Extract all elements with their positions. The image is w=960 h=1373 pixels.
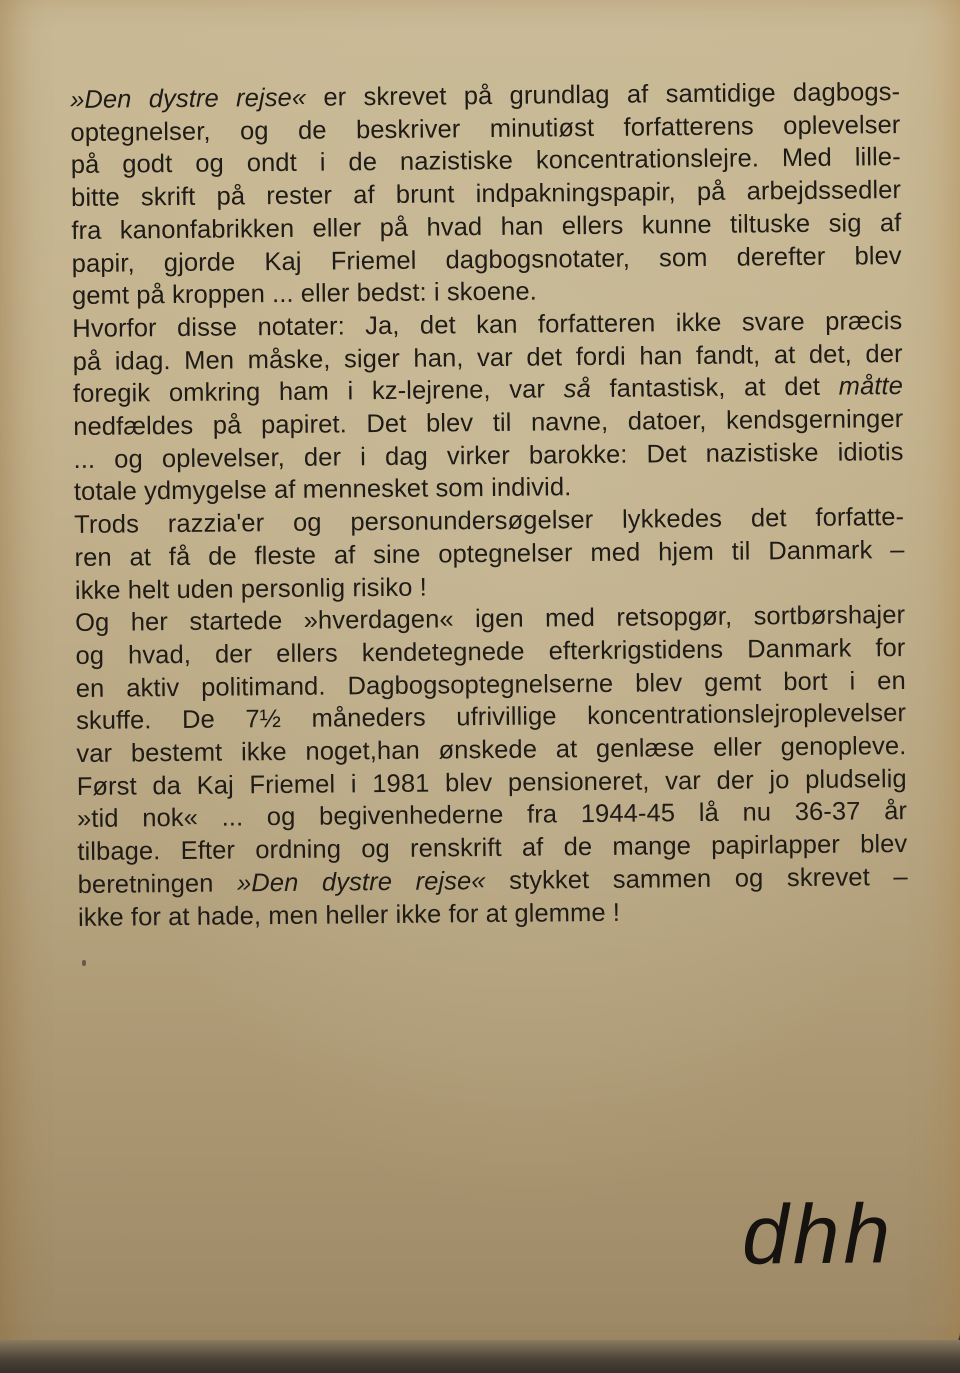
surface-shadow — [0, 1340, 960, 1373]
text-run: »tid nok« ... og begivenhederne fra 1944-45 lå nu 36-37 år — [76, 797, 908, 834]
text-run: skuffe. De 7½ måneders ufrivillige koncentrationslejroplevelser — [75, 699, 907, 736]
text-run: og hvad, der ellers kendetegnede efterkrigstidens Danmark for — [75, 633, 906, 670]
text-run: ... og oplevelser, der i dag virker barokke: Det nazistiske idiotis — [73, 437, 904, 474]
paper-speck — [82, 960, 86, 966]
text-run: på idag. Men måske, siger han, var det fordi han fandt, at det, der — [72, 339, 903, 376]
text-run: bitte skrift på rester af brunt indpakningspapir, på arbejdssedler — [70, 176, 902, 213]
italic-text: måtte — [838, 372, 904, 401]
italic-text: »Den dystre rejse« — [236, 866, 486, 898]
text-run: fantastisk, at det — [590, 372, 839, 404]
italic-text: så — [563, 375, 592, 404]
text-run: tilbage. Efter ordning og renskrift af de mange papirlapper blev — [77, 830, 908, 867]
italic-text: »Den dystre rejse« — [70, 83, 307, 114]
text-run: totale ydmygelse af mennesket som individ. — [73, 473, 572, 507]
text-run: Først da Kaj Friemel i 1981 blev pensioneret, var der jo pludselig — [76, 764, 907, 801]
text-run: på godt og ondt i de nazistiske koncentrationslejre. Med lille- — [70, 143, 901, 180]
text-run: optegnelser, og de beskriver minutiøst forfatterens oplevelser — [70, 110, 901, 147]
text-run: er skrevet på grundlag af samtidige dagbogs- — [306, 78, 901, 112]
text-run: ikke helt uden personlig risiko ! — [74, 573, 427, 605]
text-run: ren at få de fleste af sine optegnelser med hjem til Danmark – — [74, 535, 905, 572]
text-run: en aktiv politimand. Dagbogsoptegnelserne blev gemt bort i en — [75, 666, 906, 703]
publisher-logo: dhh — [741, 1186, 895, 1282]
blurb-text — [70, 76, 908, 934]
text-run: var bestemt ikke noget,han ønskede at genlæse eller genopleve. — [76, 732, 907, 769]
text-run: gemt på kroppen ... eller bedst: i skoene. — [71, 277, 538, 311]
text-run: foregik omkring ham i kz-lejrene, var — [72, 375, 564, 409]
text-run: stykket sammen og skrevet – — [485, 862, 908, 895]
text-run: Hvorfor disse notater: Ja, det kan forfatteren ikke svare præcis — [72, 306, 903, 343]
text-run: fra kanonfabrikken eller på hvad han ellers kunne tiltuske sig af — [71, 208, 902, 245]
text-run: Trods razzia'er og personundersøgelser lykkedes det forfatte- — [74, 503, 905, 540]
text-run: ikke for at hade, men heller ikke for at glemme ! — [77, 898, 621, 932]
text-run: papir, gjorde Kaj Friemel dagbogsnotater, som derefter blev — [71, 241, 902, 278]
text-run: beretningen — [77, 869, 238, 899]
text-run: nedfældes på papiret. Det blev til navne, datoer, kendsgerninger — [73, 405, 904, 442]
text-run: Og her startede »hverdagen« igen med retsopgør, sortbørshajer — [75, 601, 906, 638]
